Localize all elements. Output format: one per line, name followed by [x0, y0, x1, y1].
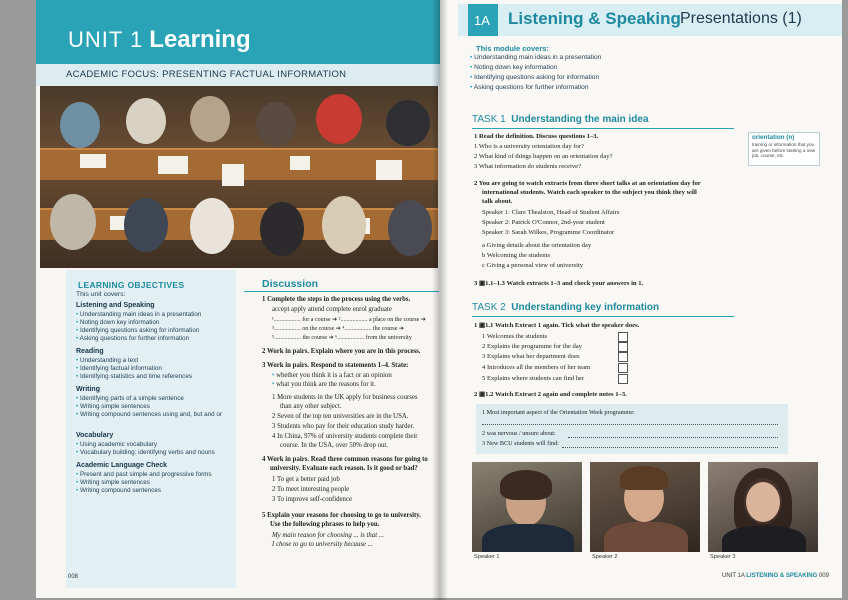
photo-caption: Speaker 2: [592, 554, 618, 560]
right-page: [440, 0, 842, 598]
task-1-subquestion: 2 What kind of things happen on an orientation day?: [474, 153, 613, 160]
task-1-subquestion: 3 What information do students receive?: [474, 163, 581, 170]
discussion-title: Discussion: [262, 278, 319, 290]
tick-checkbox[interactable]: [618, 374, 628, 384]
unit-word: Learning: [149, 26, 251, 53]
note-line: 3 New BCU students will find:: [482, 440, 559, 447]
process-line: ¹.................. for a course ➔ ².................. a place on the course ➔: [272, 317, 426, 323]
process-line: ³.................. on the course ➔ ⁴.................. the course ➔: [272, 326, 404, 332]
task-1-question-2: international students. Watch each speaker to the subject you think they will: [482, 189, 697, 196]
task-1-question-1: 1 Read the definition. Discuss questions 1–3.: [474, 133, 599, 140]
task-1-heading: [472, 114, 649, 125]
tick-item: 2 Explains the programme for the day: [482, 343, 582, 350]
student: [50, 194, 96, 250]
task-1-title: Understanding the main idea: [511, 114, 649, 125]
speaker-3-photo: [708, 462, 818, 552]
objective-item: • Present and past simple and progressive forms: [76, 471, 231, 479]
phrase: My main reason for choosing ... is that ...: [272, 532, 384, 539]
question-4: university. Evaluate each reason. Is it good or bad?: [270, 465, 418, 472]
tick-item: 4 Introduces all the members of her team: [482, 364, 591, 371]
phrase: I chose to go to university because ...: [272, 541, 373, 548]
note-line: 2 was nervous / unsure about:: [482, 430, 556, 437]
task-1-question-2: talk about.: [482, 198, 513, 205]
shoulders: [482, 524, 574, 552]
section-tag: 1A: [474, 13, 490, 28]
module-item: • Identifying questions asking for information: [470, 74, 599, 81]
objective-item: • Using academic vocabulary: [76, 441, 231, 449]
tick-checkbox[interactable]: [618, 332, 628, 342]
reason: 2 To meet interesting people: [272, 486, 350, 493]
student: [260, 202, 304, 256]
classroom-photo: [40, 86, 438, 268]
question-2: 2 Work in pairs. Explain where you are in this process.: [262, 348, 421, 355]
task-2-title: Understanding key information: [511, 302, 660, 313]
tick-checkbox[interactable]: [618, 342, 628, 352]
tick-item: 1 Welcomes the students: [482, 333, 548, 340]
tick-item: 3 Explains what her department does: [482, 353, 580, 360]
definition-word: orientation (n): [752, 134, 795, 141]
verb-list: accept apply attend complete enrol graduate: [272, 306, 392, 313]
answer-line[interactable]: [482, 424, 778, 425]
objective-item: • Writing simple sentences: [76, 403, 231, 411]
paper: [222, 164, 244, 186]
hair: [620, 466, 668, 490]
student: [388, 200, 432, 256]
statement: 3 Students who pay for their education study harder.: [272, 423, 415, 430]
footer-section: LISTENING & SPEAKING: [746, 573, 818, 579]
question-3-bullet: • what you think are the reasons for it.: [272, 381, 440, 390]
discussion-rule: [244, 291, 439, 292]
face: [746, 482, 780, 522]
question-5: 5 Explain your reasons for choosing to go to university.: [262, 512, 421, 519]
task-2-heading: [472, 302, 659, 313]
student: [190, 198, 234, 254]
paper: [290, 156, 310, 170]
objective-heading: Academic Language Check: [76, 462, 168, 469]
objectives-intro: This unit covers:: [76, 291, 126, 298]
speaker-line: Speaker 2: Patrick O'Connor, 2nd-year student: [482, 219, 605, 226]
footer-unit: UNIT 1A: [722, 573, 745, 579]
objective-heading: Vocabulary: [76, 432, 114, 439]
left-page: [36, 0, 440, 598]
module-heading: This module covers:: [476, 44, 549, 53]
question-5: Use the following phrases to help you.: [270, 521, 380, 528]
photo-caption: Speaker 1: [474, 554, 500, 560]
question-3-bullet: • whether you think it is a fact or an opinion: [272, 372, 440, 381]
process-line: ⁵.................. the course ➔ ⁶.................. from the university: [272, 335, 412, 341]
paper: [376, 160, 402, 180]
unit-title: [68, 26, 251, 54]
subject-option: b Welcoming the students: [482, 252, 551, 259]
subject-option: a Giving details about the orientation day: [482, 242, 592, 249]
question-1: 1 Complete the steps in the process using the verbs.: [262, 296, 411, 303]
objective-item: • Writing compound sentences using and, but and or: [76, 411, 231, 419]
objective-item: • Identifying statistics and time references: [76, 373, 231, 381]
photo-caption: Speaker 3: [710, 554, 736, 560]
objective-item: • Understanding a text: [76, 357, 231, 365]
hair: [500, 470, 552, 500]
definition-text: training or information that you are given before starting a new job, course, etc.: [752, 142, 816, 158]
task-1-question-3: 3 ▣1.1–1.3 Watch extracts 1–3 and check your answers in 1.: [474, 280, 644, 287]
module-item: • Asking questions for further information: [470, 84, 589, 91]
objective-heading: Listening and Speaking: [76, 302, 155, 309]
statement: 1 More students in the UK apply for business courses: [272, 394, 418, 401]
answer-line[interactable]: [568, 437, 778, 438]
module-item: • Understanding main ideas in a presentation: [470, 54, 601, 61]
unit-number: UNIT 1: [68, 27, 144, 52]
academic-focus: ACADEMIC FOCUS: PRESENTING FACTUAL INFORMATION: [66, 69, 347, 80]
statement: course. In the USA, over 50% drop out.: [280, 442, 388, 449]
paper: [80, 154, 106, 168]
student: [316, 94, 362, 144]
shoulders: [722, 526, 806, 552]
subject-option: c Giving a personal view of university: [482, 262, 584, 269]
objective-heading: Reading: [76, 348, 104, 355]
objective-item: • Writing compound sentences: [76, 487, 231, 495]
task-1-question-2: 2 You are going to watch extracts from three short talks at an orientation day for: [474, 180, 701, 187]
student: [60, 102, 100, 148]
task-1-label: TASK 1: [472, 114, 506, 125]
page-number: 009: [818, 573, 829, 579]
section-subtitle: Presentations (1): [680, 10, 802, 27]
module-item: • Noting down key information: [470, 64, 557, 71]
question-4: 4 Work in pairs. Read three common reasons for going to: [262, 456, 428, 463]
shoulders: [604, 522, 688, 552]
student: [322, 196, 366, 254]
student: [126, 98, 166, 144]
reason: 3 To improve self-confidence: [272, 496, 352, 503]
note-line: 1 Most important aspect of the Orientation Week programme:: [482, 409, 635, 416]
objective-item: • Understanding main ideas in a presentation: [76, 311, 231, 319]
objective-heading: Writing: [76, 386, 100, 393]
objectives-title: LEARNING OBJECTIVES: [78, 280, 185, 290]
question-3: 3 Work in pairs. Respond to statements 1–4. State:: [262, 362, 409, 369]
task-2-question-1: 1 ▣1.1 Watch Extract 1 again. Tick what the speaker does.: [474, 322, 640, 329]
task-1-rule: [472, 128, 734, 129]
task-2-label: TASK 2: [472, 302, 506, 313]
speaker-2-photo: [590, 462, 700, 552]
objective-item: • Asking questions for further information: [76, 335, 231, 343]
speaker-line: Speaker 3: Sarah Wilkes, Programme Coordinator: [482, 229, 615, 236]
section-title: Listening & Speaking: [508, 9, 681, 28]
speaker-line: Speaker 1: Clare Thealston, Head of Student Affairs: [482, 209, 620, 216]
paper: [158, 156, 188, 174]
student: [386, 100, 430, 146]
answer-line[interactable]: [562, 447, 778, 448]
task-1-subquestion: 1 Who is a university orientation day for?: [474, 143, 584, 150]
objective-item: • Identifying factual information: [76, 365, 231, 373]
objective-item: • Vocabulary building: identifying verbs and nouns: [76, 449, 231, 457]
student: [256, 102, 296, 146]
objective-item: • Identifying questions asking for information: [76, 327, 231, 335]
page-footer: [722, 573, 829, 579]
objective-item: • Noting down key information: [76, 319, 231, 327]
student: [124, 198, 168, 252]
reason: 1 To get a better paid job: [272, 476, 340, 483]
statement: 4 In China, 97% of university students complete their: [272, 433, 418, 440]
desk-row: [40, 208, 438, 240]
objective-item: • Writing simple sentences: [76, 479, 231, 487]
statement: than any other subject.: [280, 403, 342, 410]
task-2-rule: [472, 316, 734, 317]
task-2-question-2: 2 ▣1.2 Watch Extract 2 again and complete notes 1–3.: [474, 391, 627, 398]
speaker-1-photo: [472, 462, 582, 552]
statement: 2 Seven of the top ten universities are in the USA.: [272, 413, 409, 420]
student: [190, 96, 230, 142]
objective-item: • Identifying parts of a simple sentence: [76, 395, 231, 403]
page-number: 008: [68, 574, 79, 580]
tick-checkbox[interactable]: [618, 363, 628, 373]
tick-item: 5 Explains where students can find her: [482, 375, 585, 382]
tick-checkbox[interactable]: [618, 352, 628, 362]
